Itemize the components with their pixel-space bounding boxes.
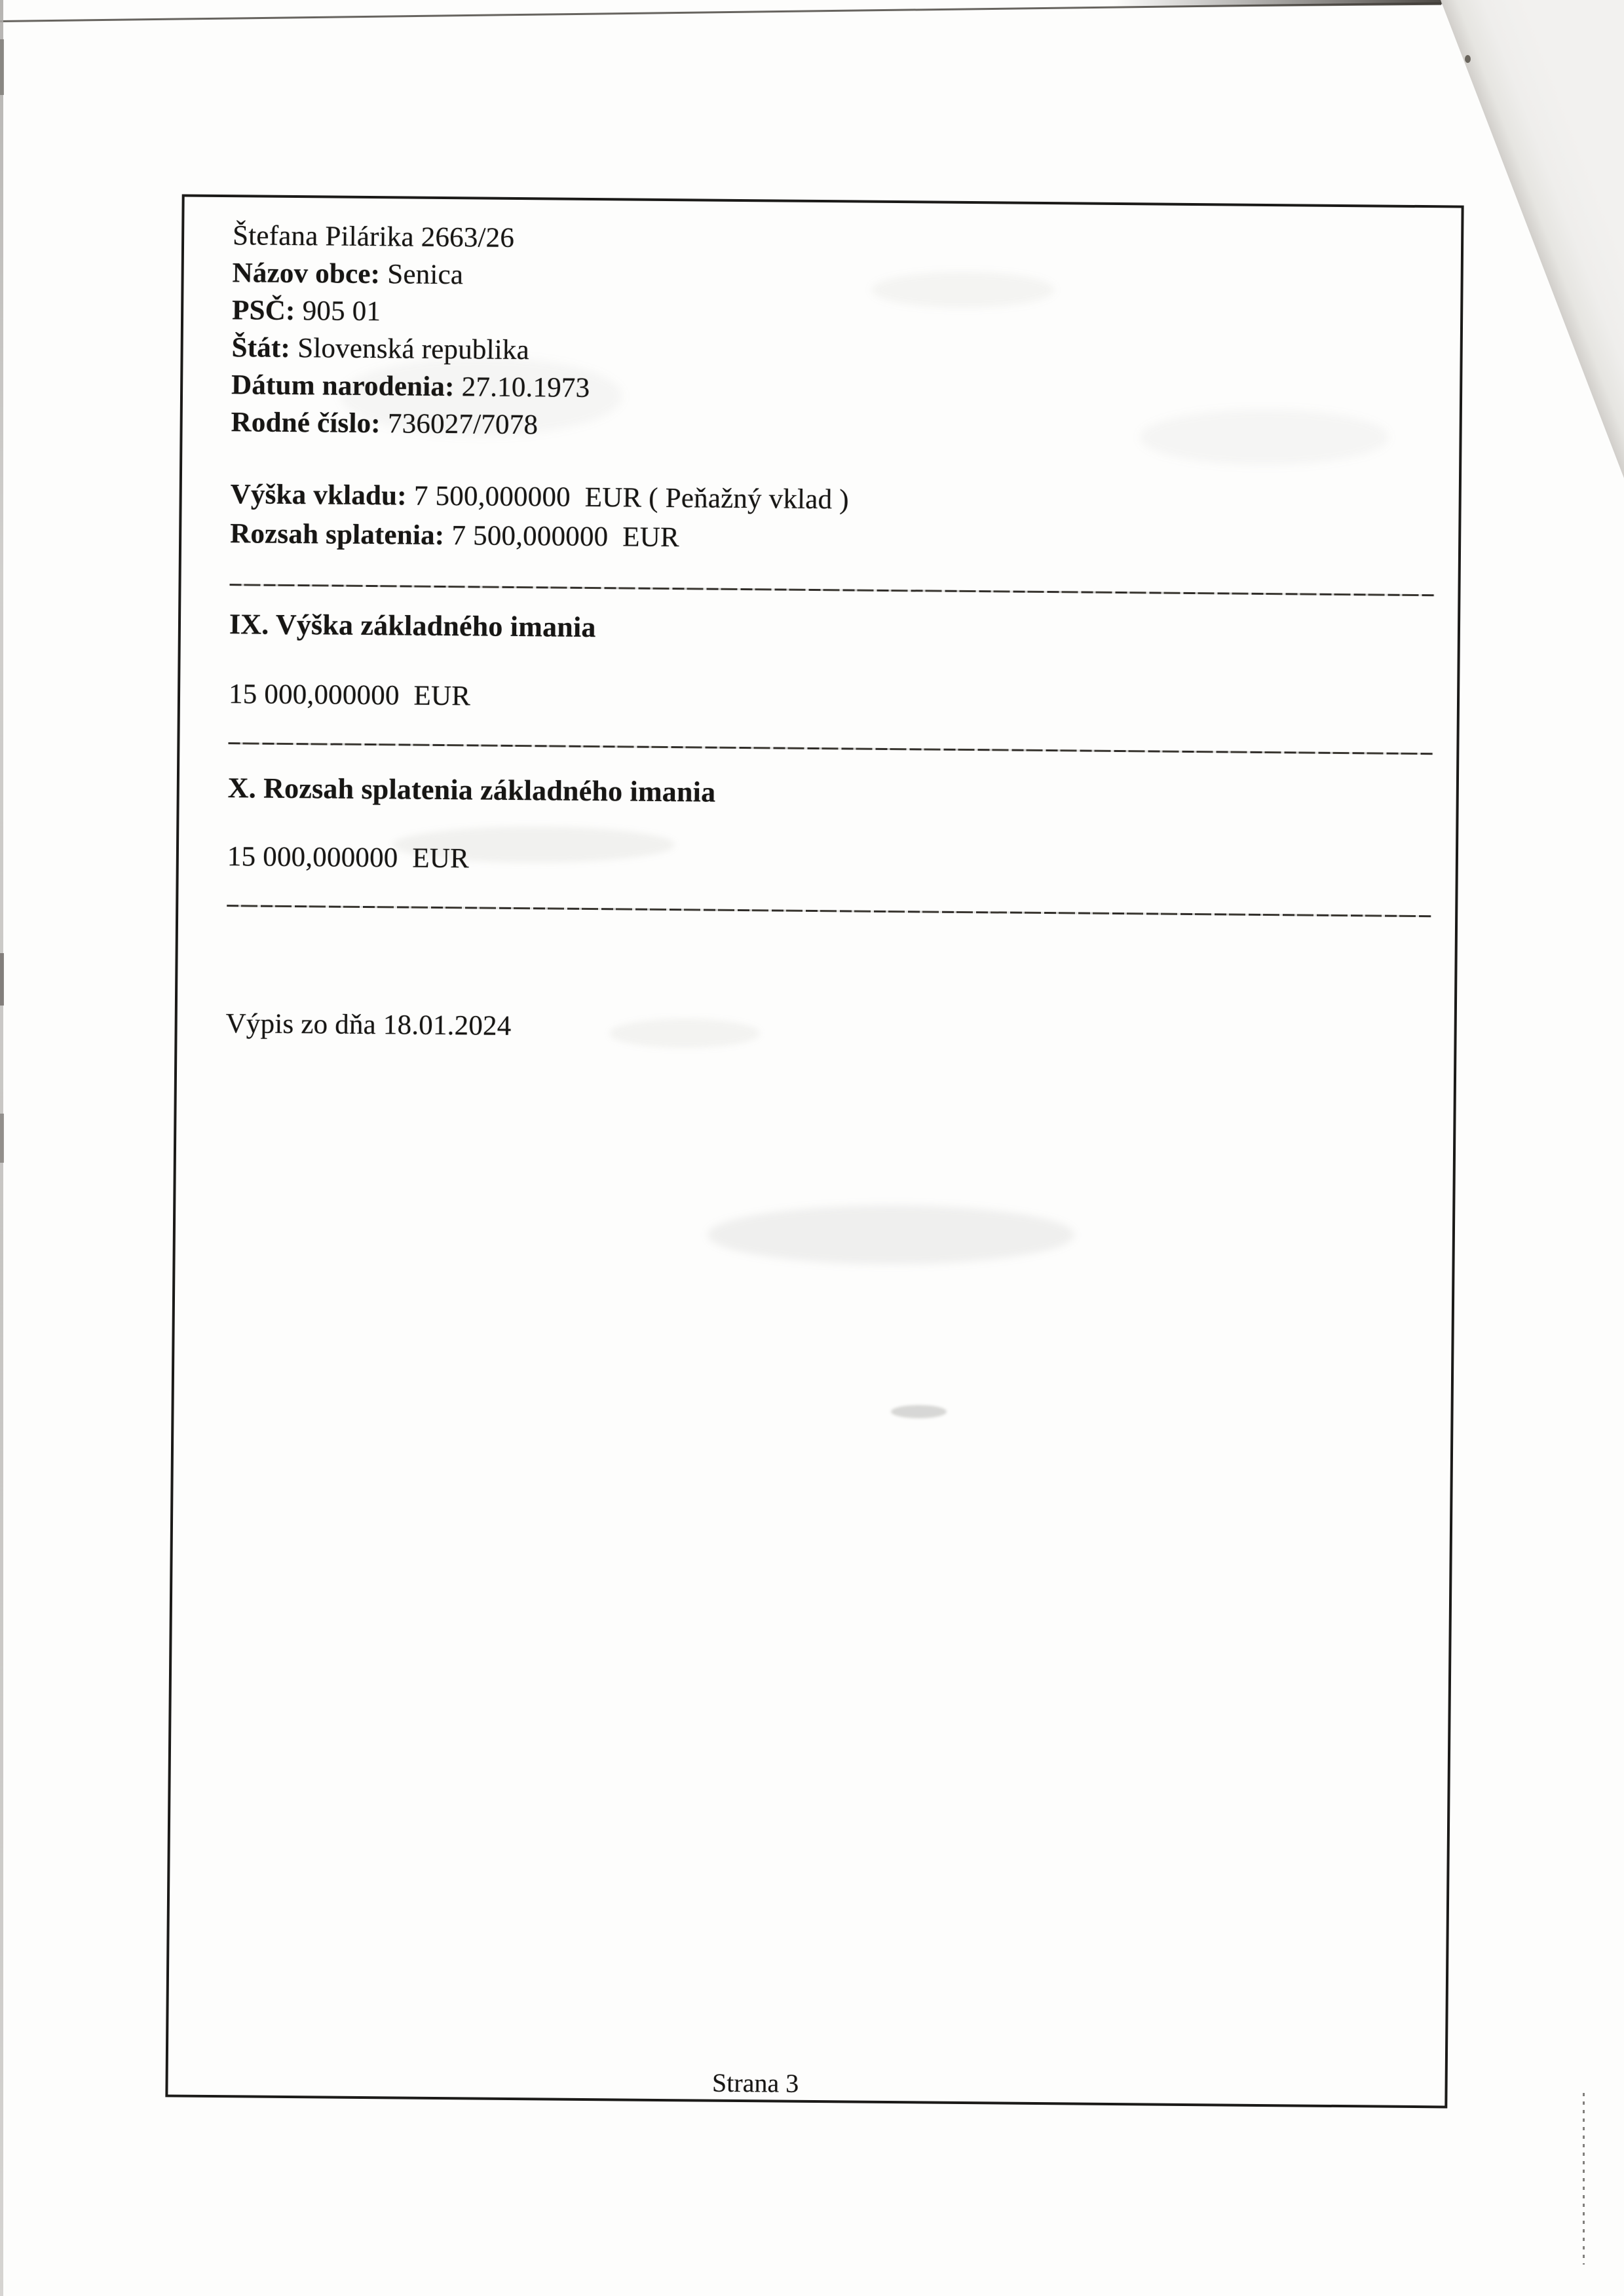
address-text: Štefana Pilárika 2663/26 [232,220,515,254]
page-number: Strana 3 [711,2067,799,2098]
field-value: Senica [387,259,464,291]
scan-left-edge [0,0,3,2296]
field-value: 905 01 [302,295,381,328]
field-label: Výška vkladu: [230,479,407,512]
section-x-value: 15 000,000000 EUR [227,841,470,875]
scan-left-edge-mark [0,953,4,1006]
scan-speck-trail [1583,2093,1585,2265]
field-label: Názov obce: [232,257,381,290]
scan-left-edge-mark [0,1114,4,1163]
section-ix-heading: IX. Výška základného imania [229,608,596,644]
field-value: 7 500,000000 EUR ( Peňažný vklad ) [413,480,849,516]
field-label: Dátum narodenia: [231,369,455,403]
field-value: Slovenská republika [297,333,530,366]
deposit-block [230,475,1435,564]
section-divider [229,584,1434,596]
issue-date-line: Výpis zo dňa 18.01.2024 [225,1008,512,1042]
scan-top-right-shadow [1114,0,1441,8]
field-label: Štát: [231,332,291,364]
scan-paper-top-edge [0,2,1448,22]
field-label: Rodné číslo: [231,407,381,440]
field-label: Rozsah splatenia: [229,518,445,552]
document-content [177,197,1461,1053]
section-x-heading: X. Rozsah splatenia základného imania [227,772,716,808]
scan-pinhole-mark [1465,55,1471,63]
document-border-frame [165,195,1463,2109]
field-value: 27.10.1973 [461,371,590,404]
scan-left-edge-mark [0,39,4,95]
field-value: 7 500,000000 EUR [451,520,680,554]
field-label: PSČ: [231,295,295,327]
section-ix-value: 15 000,000000 EUR [228,679,471,712]
field-value: 736027/7078 [387,408,538,441]
section-divider [227,905,1431,917]
section-divider [228,742,1433,755]
